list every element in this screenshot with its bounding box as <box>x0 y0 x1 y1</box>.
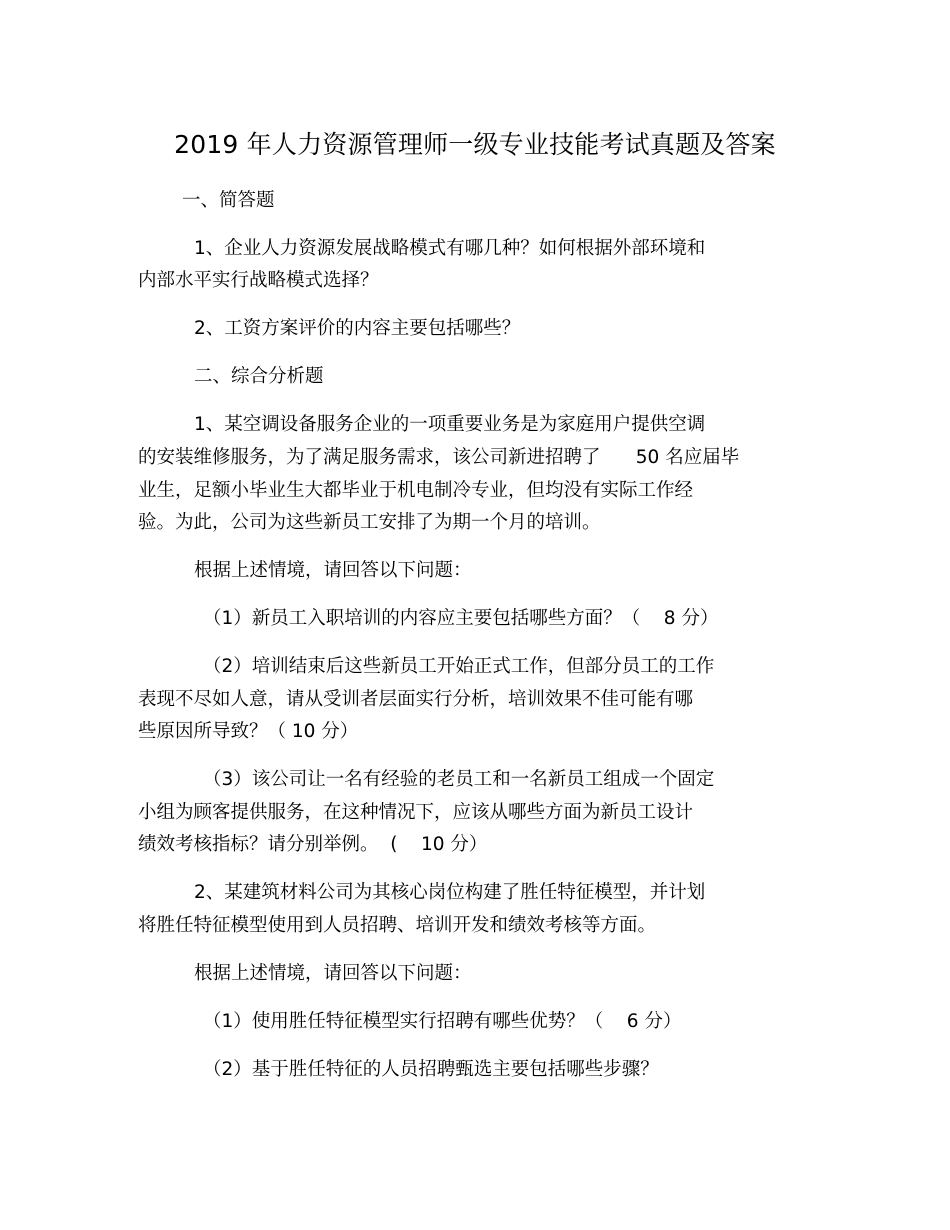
prompt-line: 根据上述情境，请回答以下问题： <box>194 560 472 581</box>
sub-question-line: （1）使用胜任特征模型实行招聘有哪些优势？（ 6 分） <box>203 1011 682 1032</box>
question-line: 的安装维修服务，为了满足服务需求，该公司新进招聘了 50 名应届毕 <box>138 447 740 468</box>
sub-question-line: 些原因所导致？（ 10 分） <box>138 721 359 742</box>
sub-question-line: 绩效考核指标？请分别举例。 ( 10 分） <box>138 834 488 855</box>
question-line: 将胜任特征模型使用到人员招聘、培训开发和绩效考核等方面。 <box>138 915 657 936</box>
question-line: 1、企业人力资源发展战略模式有哪几种？如何根据外部环境和 <box>194 238 706 259</box>
sub-question-line: （2）培训结束后这些新员工开始正式工作，但部分员工的工作 <box>203 656 715 677</box>
sub-question-line: （2）基于胜任特征的人员招聘甄选主要包括哪些步骤？ <box>203 1059 659 1080</box>
section-heading-short-answer: 一、简答题 <box>182 190 275 211</box>
sub-question-line: 表现不尽如人意，请从受训者层面实行分析，培训效果不佳可能有哪 <box>138 689 694 710</box>
section-heading-comprehensive: 二、综合分析题 <box>194 366 324 387</box>
document-title: 2019 年人力资源管理师一级专业技能考试真题及答案 <box>174 130 776 159</box>
question-line: 2、某建筑材料公司为其核心岗位构建了胜任特征模型，并计划 <box>194 882 706 903</box>
question-line: 业生，足额小毕业生大都毕业于机电制冷专业，但均没有实际工作经 <box>138 480 694 501</box>
sub-question-line: （3）该公司让一名有经验的老员工和一名新员工组成一个固定 <box>203 769 715 790</box>
sub-question-line: 小组为顾客提供服务，在这种情况下，应该从哪些方面为新员工设计 <box>138 802 694 823</box>
question-line: 2、工资方案评价的内容主要包括哪些？ <box>194 318 521 339</box>
question-line: 内部水平实行战略模式选择？ <box>138 270 379 291</box>
sub-question-line: （1）新员工入职培训的内容应主要包括哪些方面？（ 8 分） <box>203 608 719 629</box>
question-line: 验。为此，公司为这些新员工安排了为期一个月的培训。 <box>138 512 601 533</box>
prompt-line: 根据上述情境，请回答以下问题： <box>194 963 472 984</box>
question-line: 1、某空调设备服务企业的一项重要业务是为家庭用户提供空调 <box>194 414 706 435</box>
